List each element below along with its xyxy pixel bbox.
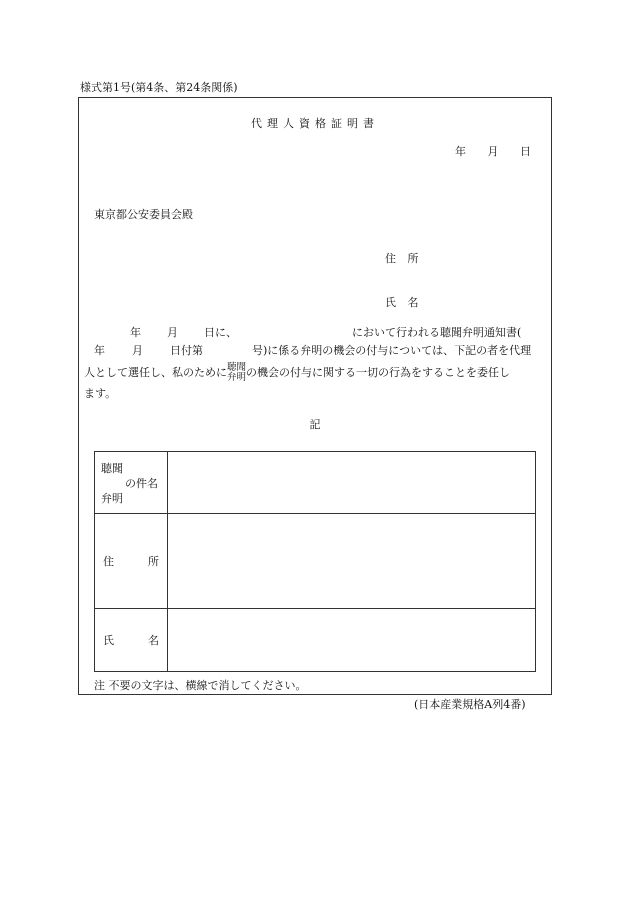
body-line-1 (130, 327, 521, 338)
case-name-label-cell (95, 452, 168, 514)
body-month: 月 (132, 344, 143, 357)
body-text: 人として選任し、私のために (84, 366, 227, 379)
document-title: 代理人資格証明書 (251, 117, 379, 130)
body-text: において行われる聴聞弁明通知書( (352, 326, 522, 339)
stack-bottom: 弁明 (227, 372, 247, 383)
agent-address-a: 住 (103, 555, 114, 568)
agent-address-value[interactable] (168, 514, 536, 609)
agent-name-a: 氏 (103, 634, 114, 647)
addressee: 東京都公安委員会殿 (94, 208, 193, 221)
agent-address-b: 所 (148, 555, 159, 568)
record-heading: 記 (309, 418, 321, 431)
body-day: 日に、 (204, 326, 237, 339)
body-year: 年 (94, 344, 105, 357)
body-text: 号)に係る弁明の機会の付与については、下記の者を代理 (252, 344, 532, 357)
case-top: 聴聞 (101, 461, 123, 475)
hearing-explanation-stack (227, 363, 246, 383)
applicant-name-label: 氏 名 (385, 296, 419, 309)
case-mid: の件名 (125, 476, 158, 490)
agent-name-label-cell (95, 609, 168, 672)
applicant-address-label: 住 所 (385, 252, 419, 265)
agent-name-b: 名 (148, 634, 159, 647)
body-line-2 (94, 345, 531, 356)
body-text: の機会の付与に関する一切の行為をすることを委任し (246, 366, 511, 379)
body-year: 年 (130, 326, 141, 339)
body-line-4: ます。 (84, 387, 117, 400)
record-table (94, 451, 536, 672)
date-line: 年 月 日 (455, 145, 531, 158)
form-number-label: 様式第1号(第4条、第24条関係) (80, 81, 238, 94)
case-bottom: 弁明 (101, 491, 123, 505)
body-month: 月 (167, 326, 178, 339)
case-name-value[interactable] (168, 452, 536, 514)
agent-name-value[interactable] (168, 609, 536, 672)
agent-address-label-cell (95, 514, 168, 609)
body-day-number: 日付第 (170, 344, 203, 357)
stack-top: 聴聞 (227, 362, 247, 373)
paper-size-note: (日本産業規格A列4番) (414, 698, 526, 711)
footnote: 注 不要の文字は、横線で消してください。 (94, 679, 307, 692)
body-line-3 (84, 363, 510, 383)
